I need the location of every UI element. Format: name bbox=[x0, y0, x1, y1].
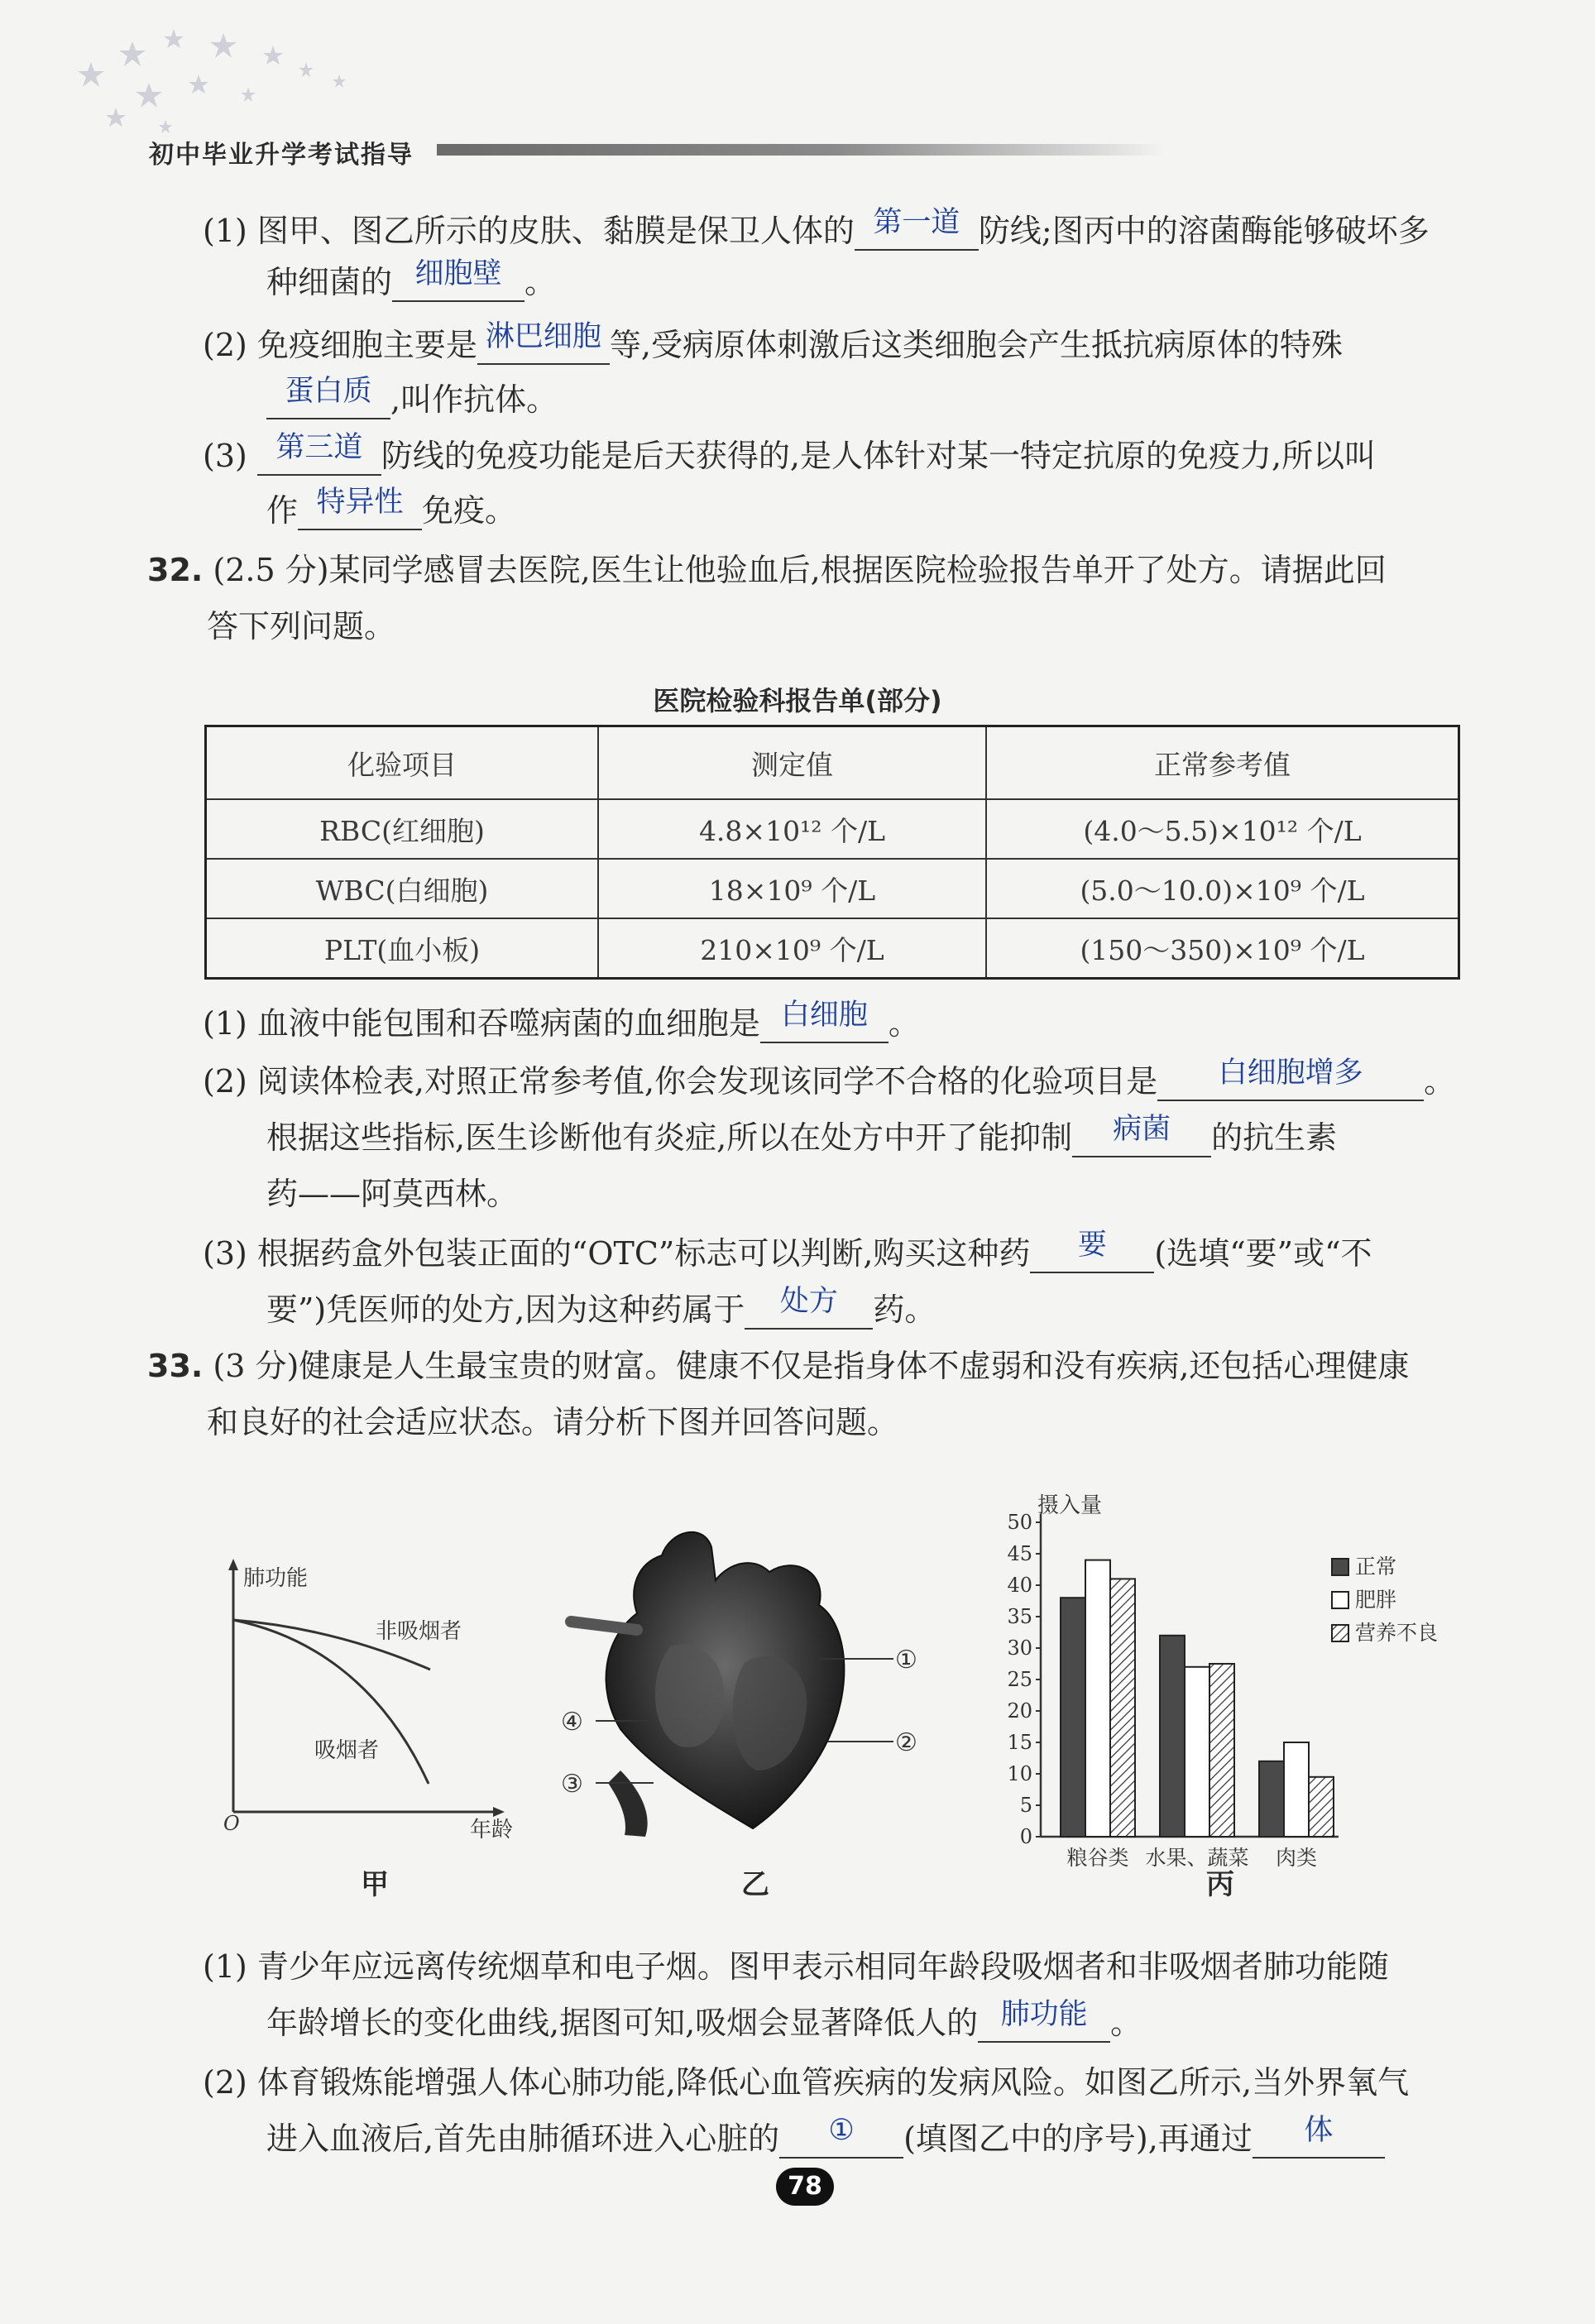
page-number: 78 bbox=[776, 2168, 834, 2206]
q32-p3-blank1: 要 bbox=[1030, 1237, 1154, 1273]
figure-bing-label: 丙 bbox=[1206, 1868, 1234, 1901]
q31-part2-line1: (2) 免疫细胞主要是 淋巴细胞 等,受病原体刺激后这类细胞会产生抵抗病原体的特殊 bbox=[203, 320, 1344, 363]
q31-p3-blank2: 特异性 bbox=[298, 494, 422, 530]
table-row bbox=[206, 799, 1459, 859]
chart-bar bbox=[1259, 1761, 1284, 1837]
table-cell: WBC(白细胞) bbox=[206, 859, 599, 918]
q32-part1: (1) 血液中能包围和吞噬病菌的血细胞是 白细胞 。 bbox=[203, 999, 920, 1042]
chart-y-tick-label: 5 bbox=[1019, 1794, 1032, 1817]
figure-jia-lung-function bbox=[207, 1555, 521, 1842]
table-header-row bbox=[206, 726, 1459, 800]
jia-curve1-label: 非吸烟者 bbox=[376, 1619, 462, 1644]
chart-legend-swatch bbox=[1332, 1625, 1348, 1641]
q32-part3-line2: 要”)凭医师的处方,因为这种药属于 处方 药。 bbox=[266, 1285, 936, 1328]
chart-legend-swatch bbox=[1332, 1592, 1348, 1608]
q32-p1-blank: 白细胞 bbox=[760, 1007, 889, 1043]
jia-curve2-label: 吸烟者 bbox=[314, 1738, 380, 1763]
q31-p1-blank2: 细胞壁 bbox=[392, 266, 524, 302]
chart-y-tick-label: 30 bbox=[1007, 1636, 1032, 1660]
chart-bar bbox=[1309, 1777, 1334, 1837]
q33-p2-blank2: 体 bbox=[1253, 2122, 1385, 2159]
chart-y-tick-label: 0 bbox=[1019, 1825, 1032, 1848]
q33-stem-line2: 和良好的社会适应状态。请分析下图并回答问题。 bbox=[207, 1404, 899, 1440]
chart-y-tick-label: 40 bbox=[1007, 1574, 1032, 1597]
jia-xlabel: 年龄 bbox=[470, 1818, 514, 1842]
table-header: 测定值 bbox=[598, 726, 986, 800]
q31-part3-line1: (3) 第三道 防线的免疫功能是后天获得的,是人体针对某一特定抗原的免疫力,所以叫 bbox=[203, 431, 1377, 474]
table-cell: 18×10⁹ 个/L bbox=[598, 859, 986, 918]
q31-part3-line2: 作 特异性 免疫。 bbox=[266, 486, 517, 529]
chart-y-tick-label: 25 bbox=[1007, 1668, 1032, 1691]
chart-y-tick-label: 10 bbox=[1007, 1762, 1032, 1785]
chart-legend-label: 肥胖 bbox=[1355, 1588, 1397, 1612]
q31-part1-line1: (1) 图甲、图乙所示的皮肤、黏膜是保卫人体的 第一道 防线;图丙中的溶菌酶能够破坏多 bbox=[203, 206, 1430, 249]
chart-y-tick-label: 50 bbox=[1007, 1511, 1032, 1534]
q31-p1-blank1: 第一道 bbox=[855, 214, 979, 251]
chart-bar bbox=[1284, 1742, 1309, 1837]
chart-ylabel: 摄入量 bbox=[1037, 1493, 1103, 1518]
chart-legend-label: 正常 bbox=[1355, 1555, 1397, 1579]
table-cell: (150～350)×10⁹ 个/L bbox=[986, 918, 1459, 979]
table-cell: (5.0～10.0)×10⁹ 个/L bbox=[986, 859, 1459, 918]
figure-yi-heart bbox=[546, 1522, 960, 1853]
table-cell: RBC(红细胞) bbox=[206, 799, 599, 859]
q32-part2-line1: (2) 阅读体检表,对照正常参考值,你会发现该同学不合格的化验项目是 白细胞增多 。 bbox=[203, 1057, 1456, 1100]
q33-part2-line2: 进入血液后,首先由肺循环进入心脏的 ① (填图乙中的序号),再通过 体 bbox=[266, 2118, 1385, 2159]
jia-ylabel: 肺功能 bbox=[243, 1566, 309, 1591]
q33-p2-blank1: ① bbox=[779, 2122, 903, 2159]
q32-number: 32. bbox=[147, 552, 204, 588]
q32-p3-blank2: 处方 bbox=[745, 1293, 873, 1330]
q31-p2-blank1: 淋巴细胞 bbox=[477, 328, 610, 365]
jia-origin: O bbox=[223, 1812, 240, 1835]
chart-bar bbox=[1110, 1579, 1135, 1837]
heart-marker-2: ② bbox=[895, 1728, 917, 1757]
q32-part2-line2: 根据这些指标,医生诊断他有炎症,所以在处方中开了能抑制 病菌 的抗生素 bbox=[266, 1113, 1338, 1156]
chart-bar bbox=[1185, 1667, 1209, 1837]
q33-part1-line1: (1) 青少年应远离传统烟草和电子烟。图甲表示相同年龄段吸烟者和非吸烟者肺功能随 bbox=[203, 1948, 1389, 1985]
q33-part1-line2: 年龄增长的变化曲线,据图可知,吸烟会显著降低人的 肺功能 。 bbox=[266, 1998, 1142, 2041]
chart-bar bbox=[1160, 1636, 1185, 1837]
q33-p1-blank: 肺功能 bbox=[978, 2006, 1110, 2043]
q32-stem-line1: 32. (2.5 分)某同学感冒去医院,医生让他验血后,根据医院检验报告单开了处方。请据此回 bbox=[147, 552, 1387, 588]
q31-part1-line2: 种细菌的 细胞壁 。 bbox=[266, 257, 557, 300]
figure-jia-label: 甲 bbox=[361, 1868, 389, 1901]
figure-bing-bar-chart bbox=[976, 1489, 1489, 1870]
chart-bar bbox=[1209, 1664, 1234, 1837]
q32-stem-line2: 答下列问题。 bbox=[207, 608, 396, 644]
q32-p2-blank2: 病菌 bbox=[1072, 1121, 1211, 1157]
report-table-title: 医院检验科报告单(部分) bbox=[653, 685, 942, 716]
table-cell: (4.0～5.5)×10¹² 个/L bbox=[986, 799, 1459, 859]
chart-y-tick-label: 35 bbox=[1007, 1605, 1032, 1628]
q33-stem-line1: 33. (3 分)健康是人生最宝贵的财富。健康不仅是指身体不虚弱和没有疾病,还包括心理健康 bbox=[147, 1348, 1410, 1384]
chart-category-label: 水果、蔬菜 bbox=[1145, 1846, 1249, 1870]
q31-p2-blank2: 蛋白质 bbox=[266, 383, 390, 419]
chart-legend-swatch bbox=[1332, 1559, 1348, 1575]
table-cell: 210×10⁹ 个/L bbox=[598, 918, 986, 979]
table-cell: 4.8×10¹² 个/L bbox=[598, 799, 986, 859]
q32-part3-line1: (3) 根据药盒外包装正面的“OTC”标志可以判断,购买这种药 要 (选填“要”或“不 bbox=[203, 1229, 1372, 1272]
chart-bar bbox=[1085, 1560, 1110, 1837]
q32-p2-blank1: 白细胞增多 bbox=[1157, 1065, 1424, 1101]
heart-marker-1: ① bbox=[895, 1646, 917, 1675]
header-rule bbox=[437, 144, 1165, 156]
heart-marker-4: ④ bbox=[561, 1708, 583, 1737]
chart-category-label: 粮谷类 bbox=[1066, 1846, 1129, 1870]
q33-part2-line1: (2) 体育锻炼能增强人体心肺功能,降低心血管疾病的发病风险。如图乙所示,当外界氧气 bbox=[203, 2064, 1410, 2101]
chart-bar bbox=[1061, 1598, 1085, 1837]
table-header: 正常参考值 bbox=[986, 726, 1459, 800]
table-header: 化验项目 bbox=[206, 726, 599, 800]
q32-part2-line3: 药——阿莫西林。 bbox=[266, 1176, 519, 1212]
table-row bbox=[206, 918, 1459, 979]
chart-category-label: 肉类 bbox=[1275, 1846, 1318, 1870]
table-cell: PLT(血小板) bbox=[206, 918, 599, 979]
figure-yi-label: 乙 bbox=[741, 1868, 769, 1901]
table-row bbox=[206, 859, 1459, 918]
lab-report-table bbox=[204, 725, 1460, 980]
chart-legend-label: 营养不良 bbox=[1355, 1621, 1439, 1645]
header-title: 初中毕业升学考试指导 bbox=[149, 141, 414, 170]
q33-number: 33. bbox=[147, 1348, 204, 1384]
chart-y-tick-label: 45 bbox=[1007, 1542, 1032, 1565]
chart-y-tick-label: 20 bbox=[1007, 1699, 1032, 1723]
q31-p3-blank1: 第三道 bbox=[257, 439, 381, 476]
heart-marker-3: ③ bbox=[561, 1770, 583, 1799]
chart-y-tick-label: 15 bbox=[1007, 1731, 1032, 1754]
q31-part2-line2: 蛋白质 ,叫作抗体。 bbox=[266, 379, 558, 420]
